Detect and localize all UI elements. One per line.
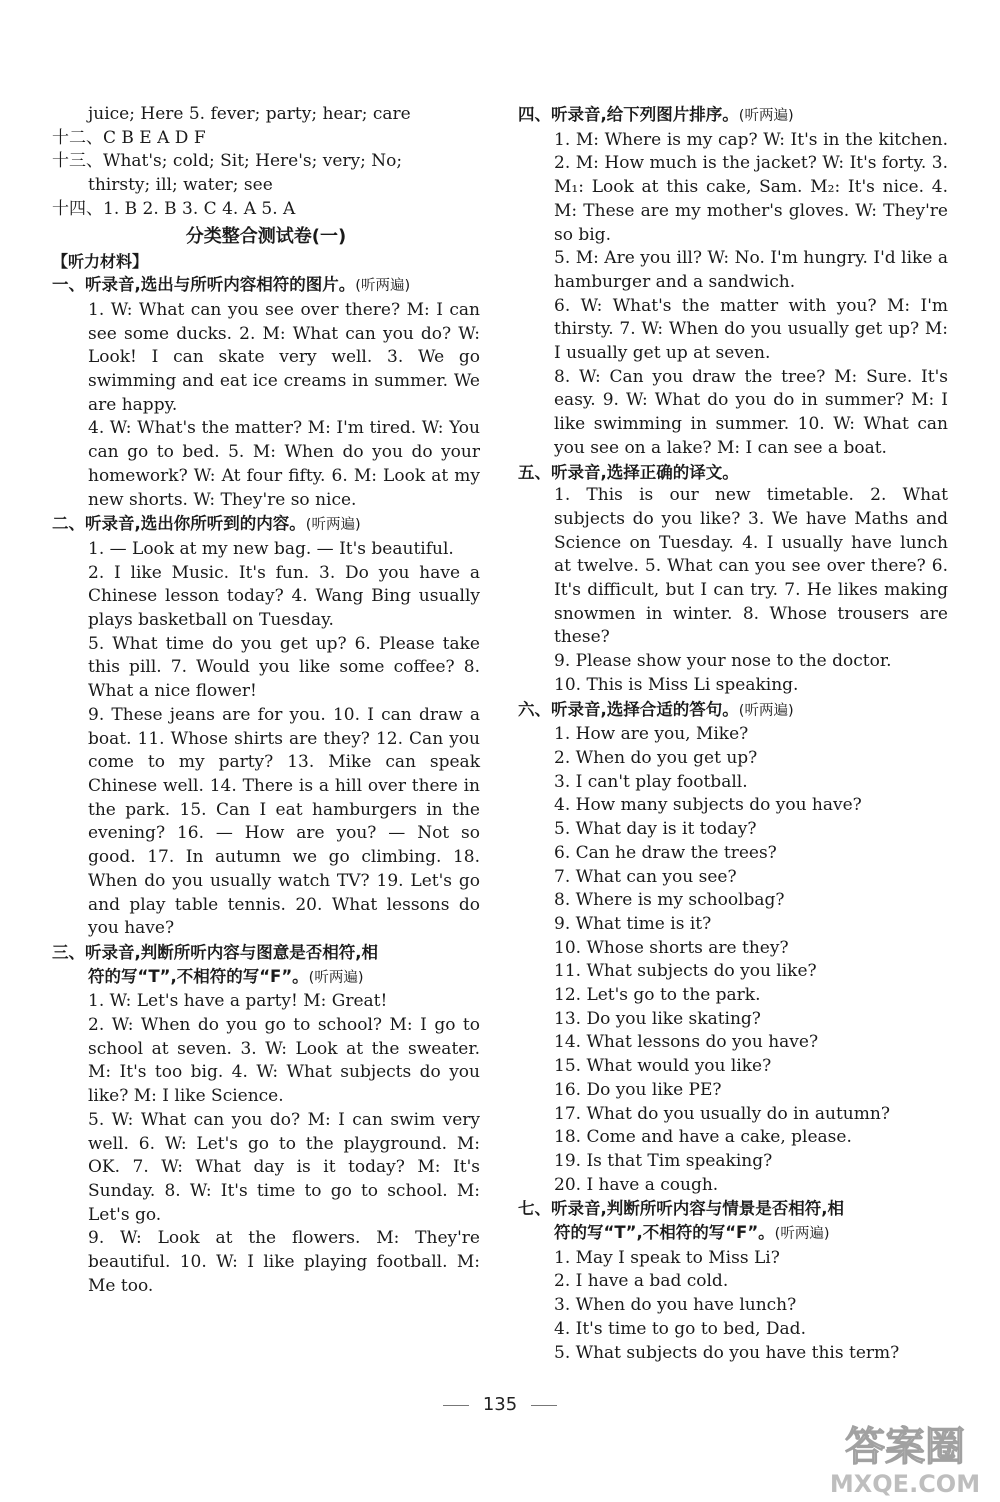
section-paragraph: 9. These jeans are for you. 10. I can draw a boat. 11. Whose shirts are they? 12. Can you come to my party? 13. Mike can speak Chinese well. 14. There is a hill over there in the park. 15. Can I eat hamburgers in the evening? 16. — How are you? — Not so good. 17. In autumn we go climbing. 18. When do you usually watch TV? 19. Let's go and play table tennis. 20. What lessons do you have? — [88, 704, 480, 939]
footer-rule-right — [531, 1405, 557, 1406]
list-item: 9. What time is it? — [554, 913, 712, 934]
section-heading-cont: 符的写“T”,不相符的写“F”。(听两遍) — [88, 966, 364, 986]
list-item: 20. I have a cough. — [554, 1174, 719, 1195]
list-item: 11. What subjects do you like? — [554, 961, 817, 982]
section-heading: 六、听录音,选择合适的答句。(听两遍) — [518, 699, 794, 719]
section-2 — [52, 512, 480, 941]
listening-material-label: 【听力材料】 — [52, 251, 149, 271]
list-item: 17. What do you usually do in autumn? — [554, 1103, 890, 1124]
section-5 — [518, 461, 948, 698]
list-item: 18. Come and have a cake, please. — [554, 1127, 852, 1148]
watermark-logo-text: 答案圈 — [845, 1424, 965, 1470]
section-paragraph: 1. M: Where is my cap? W: It's in the kitchen. 2. M: How much is the jacket? W: It's forty. 3. M₁: Look at this cake, Sam. M₂: It's nice. 4. M: These are my mother's gloves. W: They're so big. — [554, 129, 948, 245]
section-paragraph: 1. W: What can you see over there? M: I can see some ducks. 2. M: What can you do? W: Look! I can skate very well. 3. We go swimming and eat ice creams in summer. We are happy. — [88, 299, 480, 415]
section-paragraph: 5. What time do you get up? 6. Please take this pill. 7. Would you like some coffee? 8. What a nice flower! — [88, 633, 480, 702]
section-paragraph: 4. W: What's the matter? M: I'm tired. W: You can go to bed. 5. M: When do you do your homework? W: At four fifty. 6. M: Look at my new shorts. W: They're so nice. — [88, 418, 480, 510]
answer-line: 十四、1. B 2. B 3. C 4. A 5. A — [52, 198, 296, 219]
section-paragraph: 6. W: What's the matter with you? M: I'm thirsty. 7. W: When do you usually get up? M: I usually get up at seven. — [554, 295, 948, 364]
list-item: 6. Can he draw the trees? — [554, 842, 777, 863]
list-item: 13. Do you like skating? — [554, 1008, 761, 1029]
list-item: 1. May I speak to Miss Li? — [554, 1247, 780, 1268]
section-heading: 七、听录音,判断所听内容与情景是否相符,相 — [518, 1199, 845, 1219]
page-number: 135 — [482, 1394, 518, 1415]
list-item: 12. Let's go to the park. — [554, 985, 761, 1006]
list-item: 7. What can you see? — [554, 866, 737, 887]
list-item: 3. When do you have lunch? — [554, 1295, 797, 1316]
list-item: 8. Where is my schoolbag? — [554, 890, 785, 911]
section-heading: 五、听录音,选择正确的译文。 — [518, 462, 739, 482]
test-title: 分类整合测试卷(一) — [185, 225, 347, 247]
section-heading-cont: 符的写“T”,不相符的写“F”。(听两遍) — [554, 1223, 830, 1243]
list-item: 2. I have a bad cold. — [554, 1271, 729, 1292]
section-paragraph: 5. M: Are you ill? W: No. I'm hungry. I'd like a hamburger and a sandwich. — [554, 248, 948, 292]
section-heading: 一、听录音,选出与所听内容相符的图片。(听两遍) — [52, 275, 411, 295]
list-item: 4. It's time to go to bed, Dad. — [554, 1318, 806, 1339]
section-paragraph: 5. W: What can you do? M: I can swim very well. 6. W: Let's go to the playground. M: OK. 7. W: What day is it today? M: It's Sunday. 8. W: It's time to go to school. M: Let's go. — [88, 1109, 480, 1225]
section-1 — [52, 273, 480, 512]
section-4 — [518, 103, 948, 461]
list-item: 10. Whose shorts are they? — [554, 937, 789, 958]
section-heading: 二、听录音,选出你所听到的内容。(听两遍) — [52, 514, 361, 534]
section-paragraph: 2. W: When do you go to school? M: I go to school at seven. 3. W: Look at the sweater. M: It's too big. 4. W: What subjects do you like? M: I like Science. — [88, 1015, 480, 1107]
answer-block — [52, 103, 480, 222]
answer-line: juice; Here 5. fever; party; hear; care — [88, 104, 411, 124]
list-item: 4. How many subjects do you have? — [554, 795, 862, 816]
right-column — [518, 103, 948, 1365]
section-heading: 三、听录音,判断所听内容与图意是否相符,相 — [52, 942, 379, 962]
answer-line: thirsty; ill; water; see — [88, 175, 273, 196]
list-item: 15. What would you like? — [554, 1056, 772, 1077]
watermark-logo-icon — [816, 1402, 994, 1498]
section-7 — [518, 1197, 948, 1365]
footer-rule-left — [443, 1405, 469, 1406]
section-paragraph: 9. Please show your nose to the doctor. — [554, 651, 892, 672]
answer-line: 十二、C B E A D F — [52, 127, 206, 148]
list-item: 16. Do you like PE? — [554, 1079, 722, 1100]
list-item: 2. When do you get up? — [554, 747, 758, 768]
section-heading: 四、听录音,给下列图片排序。(听两遍) — [518, 105, 794, 124]
section-paragraph: 8. W: Can you draw the tree? M: Sure. It's easy. 9. W: What do you do in summer? M: I like swimming in summer. 10. W: What can you see on a lake? M: I can see a boat. — [554, 366, 948, 458]
section-3 — [52, 941, 480, 1299]
watermark-url: MXQE.COM — [829, 1470, 981, 1498]
section-paragraph: 2. I like Music. It's fun. 3. Do you have a Chinese lesson today? 4. Wang Bing usually plays basketball on Tuesday. — [88, 562, 480, 631]
answer-line: 十三、What's; cold; Sit; Here's; very; No; — [52, 151, 403, 172]
section-paragraph: 1. W: Let's have a party! M: Great! — [88, 991, 388, 1012]
list-item: 5. What subjects do you have this term? — [554, 1342, 900, 1363]
left-column — [52, 103, 480, 1298]
section-paragraph: 10. This is Miss Li speaking. — [554, 674, 799, 695]
list-item: 19. Is that Tim speaking? — [554, 1150, 773, 1171]
list-item: 5. What day is it today? — [554, 819, 757, 840]
list-item: 3. I can't play football. — [554, 771, 748, 792]
list-item: 1. How are you, Mike? — [554, 724, 749, 745]
section-paragraph: 9. W: Look at the flowers. M: They're beautiful. 10. W: I like playing football. M: Me too. — [88, 1228, 480, 1296]
section-paragraph: 1. — Look at my new bag. — It's beautiful. — [88, 538, 454, 559]
section-paragraph: 1. This is our new timetable. 2. What subjects do you like? 3. We have Maths and Science on Tuesday. 4. I usually have lunch at twelve. 5. What can you see over there? 6. It's difficult, but I can try. 7. He likes making snowmen in winter. 8. Whose trousers are these? — [554, 485, 948, 648]
list-item: 14. What lessons do you have? — [554, 1032, 819, 1053]
section-6 — [518, 698, 948, 1198]
